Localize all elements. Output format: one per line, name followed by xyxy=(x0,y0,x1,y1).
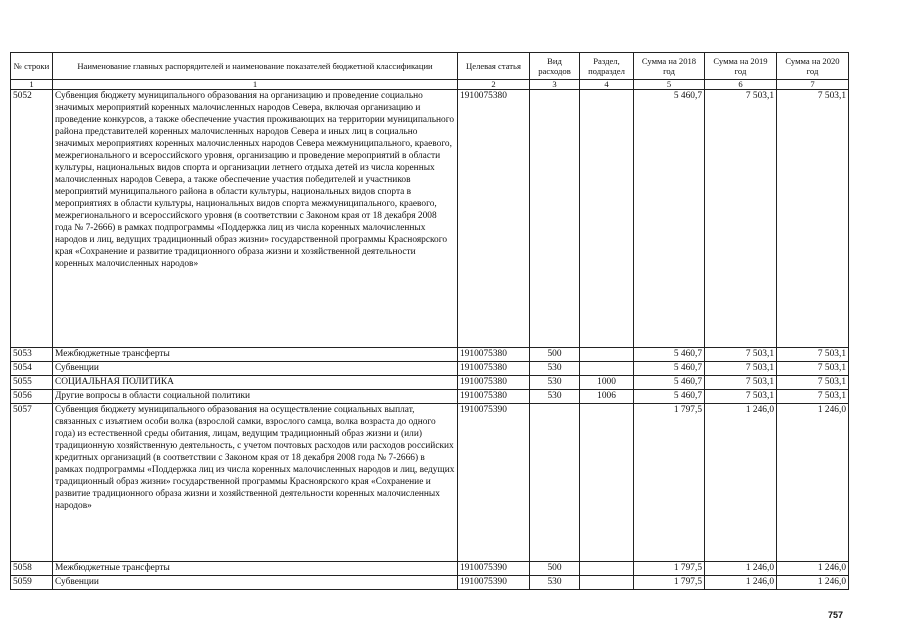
row-number: 5053 xyxy=(11,348,53,362)
row-name: Субвенции xyxy=(53,362,458,376)
row-number: 5057 xyxy=(11,404,53,562)
table-row xyxy=(11,390,849,404)
table-row xyxy=(11,376,849,390)
row-sum-2020: 7 503,1 xyxy=(777,90,849,348)
row-name: Субвенция бюджету муниципального образования на организацию и проведение социально значимых мероприятий коренных малочисленных народов Севера, включая организацию и проведение конкурсов, а также обеспечение участия проживающих на территории муниципального района представителей коренных малочисленных народов Севера и иных лиц в социально значимых мероприятиях коренных малочисленных народов Севера межмуниципального, краевого, межрегионального и всероссийского уровня, организацию и проведение мероприятий в области культуры, национальных видов спорта и организации летнего отдыха детей из числа коренных малочисленных народов Севера, а также обеспечение участия победителей и участников мероприятий муниципального района в области культуры, национальных видов спорта в мероприятиях в области культуры, национальных видов спорта межмуниципального, краевого, межрегионального и всероссийского уровня (в соответствии с Законом края от 18 декабря 2008 года № 7-2666) в рамках подпрограммы «Поддержка лиц из числа коренных малочисленных народов и лиц, ведущих традиционный образ жизни» государственной программы Красноярского края «Сохранение и развитие традиционного образа жизни и хозяйственной деятельности коренных малочисленных народов» xyxy=(53,90,458,348)
row-code: 1910075390 xyxy=(458,404,530,562)
row-code: 1910075380 xyxy=(458,348,530,362)
row-sum-2020: 1 246,0 xyxy=(777,562,849,576)
table-row xyxy=(11,90,849,348)
row-name: Другие вопросы в области социальной политики xyxy=(53,390,458,404)
row-vid: 530 xyxy=(530,390,580,404)
column-number: 7 xyxy=(777,80,849,90)
header-name: Наименование главных распорядителей и наименование показателей бюджетной классификации xyxy=(53,53,458,80)
row-sum-2019: 1 246,0 xyxy=(705,562,777,576)
column-number: 6 xyxy=(705,80,777,90)
row-number: 5056 xyxy=(11,390,53,404)
row-sum-2019: 1 246,0 xyxy=(705,576,777,590)
column-number: 1 xyxy=(11,80,53,90)
table-row xyxy=(11,562,849,576)
row-sum-2019: 1 246,0 xyxy=(705,404,777,562)
row-razdel xyxy=(580,90,634,348)
page-number: 757 xyxy=(828,610,844,620)
row-sum-2018: 1 797,5 xyxy=(634,404,705,562)
row-sum-2018: 5 460,7 xyxy=(634,362,705,376)
row-sum-2020: 7 503,1 xyxy=(777,362,849,376)
row-sum-2019: 7 503,1 xyxy=(705,90,777,348)
row-code: 1910075390 xyxy=(458,576,530,590)
row-vid xyxy=(530,90,580,348)
column-number: 2 xyxy=(458,80,530,90)
row-sum-2018: 5 460,7 xyxy=(634,348,705,362)
row-sum-2020: 7 503,1 xyxy=(777,348,849,362)
row-number: 5052 xyxy=(11,90,53,348)
header-row xyxy=(11,53,849,80)
row-code: 1910075390 xyxy=(458,562,530,576)
row-razdel xyxy=(580,576,634,590)
table-row xyxy=(11,348,849,362)
row-sum-2019: 7 503,1 xyxy=(705,362,777,376)
row-sum-2018: 5 460,7 xyxy=(634,376,705,390)
budget-table xyxy=(10,52,849,590)
row-name: Субвенция бюджету муниципального образования на осуществление социальных выплат, связанных с изъятием особи волка (взрослой самки, взрослого самца, волка возраста до одного года) из естественной среды обитания, лицам, ведущим традиционный образ жизни и (или) традиционную хозяйственную деятельность, с учетом почтовых расходов или расходов российских кредитных организаций (в соответствии с Законом края от 18 декабря 2008 года № 7-2666) в рамках подпрограммы «Поддержка лиц из числа коренных малочисленных народов и лиц, ведущих традиционный образ жизни» государственной программы Красноярского края «Сохранение и развитие традиционного образа жизни и хозяйственной деятельности коренных малочисленных народов» xyxy=(53,404,458,562)
row-vid xyxy=(530,404,580,562)
row-code: 1910075380 xyxy=(458,376,530,390)
row-sum-2020: 1 246,0 xyxy=(777,576,849,590)
row-razdel xyxy=(580,348,634,362)
header-row-no: № строки xyxy=(11,53,53,80)
table-row xyxy=(11,576,849,590)
row-name: Межбюджетные трансферты xyxy=(53,562,458,576)
column-number: 3 xyxy=(530,80,580,90)
row-sum-2019: 7 503,1 xyxy=(705,348,777,362)
row-sum-2018: 5 460,7 xyxy=(634,90,705,348)
row-sum-2018: 1 797,5 xyxy=(634,562,705,576)
row-sum-2018: 5 460,7 xyxy=(634,390,705,404)
header-sum-2019: Сумма на 2019 год xyxy=(705,53,777,80)
row-sum-2020: 7 503,1 xyxy=(777,390,849,404)
row-code: 1910075380 xyxy=(458,390,530,404)
row-sum-2019: 7 503,1 xyxy=(705,376,777,390)
row-vid: 530 xyxy=(530,376,580,390)
header-sum-2018: Сумма на 2018 год xyxy=(634,53,705,80)
column-number: 1 xyxy=(53,80,458,90)
header-sum-2020: Сумма на 2020 год xyxy=(777,53,849,80)
row-vid: 500 xyxy=(530,562,580,576)
row-number: 5058 xyxy=(11,562,53,576)
row-vid: 500 xyxy=(530,348,580,362)
row-number: 5055 xyxy=(11,376,53,390)
row-name: СОЦИАЛЬНАЯ ПОЛИТИКА xyxy=(53,376,458,390)
row-razdel: 1006 xyxy=(580,390,634,404)
column-number-row xyxy=(11,80,849,90)
row-name: Субвенции xyxy=(53,576,458,590)
header-razdel: Раздел, подраздел xyxy=(580,53,634,80)
row-sum-2020: 7 503,1 xyxy=(777,376,849,390)
row-code: 1910075380 xyxy=(458,90,530,348)
row-razdel xyxy=(580,362,634,376)
table-row xyxy=(11,362,849,376)
row-number: 5059 xyxy=(11,576,53,590)
row-vid: 530 xyxy=(530,362,580,376)
table-row xyxy=(11,404,849,562)
row-razdel xyxy=(580,404,634,562)
row-name: Межбюджетные трансферты xyxy=(53,348,458,362)
row-razdel xyxy=(580,562,634,576)
row-code: 1910075380 xyxy=(458,362,530,376)
row-number: 5054 xyxy=(11,362,53,376)
column-number: 4 xyxy=(580,80,634,90)
header-code: Целевая статья xyxy=(458,53,530,80)
row-razdel: 1000 xyxy=(580,376,634,390)
row-sum-2020: 1 246,0 xyxy=(777,404,849,562)
column-number: 5 xyxy=(634,80,705,90)
row-sum-2018: 1 797,5 xyxy=(634,576,705,590)
header-vid: Вид расходов xyxy=(530,53,580,80)
row-sum-2019: 7 503,1 xyxy=(705,390,777,404)
row-vid: 530 xyxy=(530,576,580,590)
